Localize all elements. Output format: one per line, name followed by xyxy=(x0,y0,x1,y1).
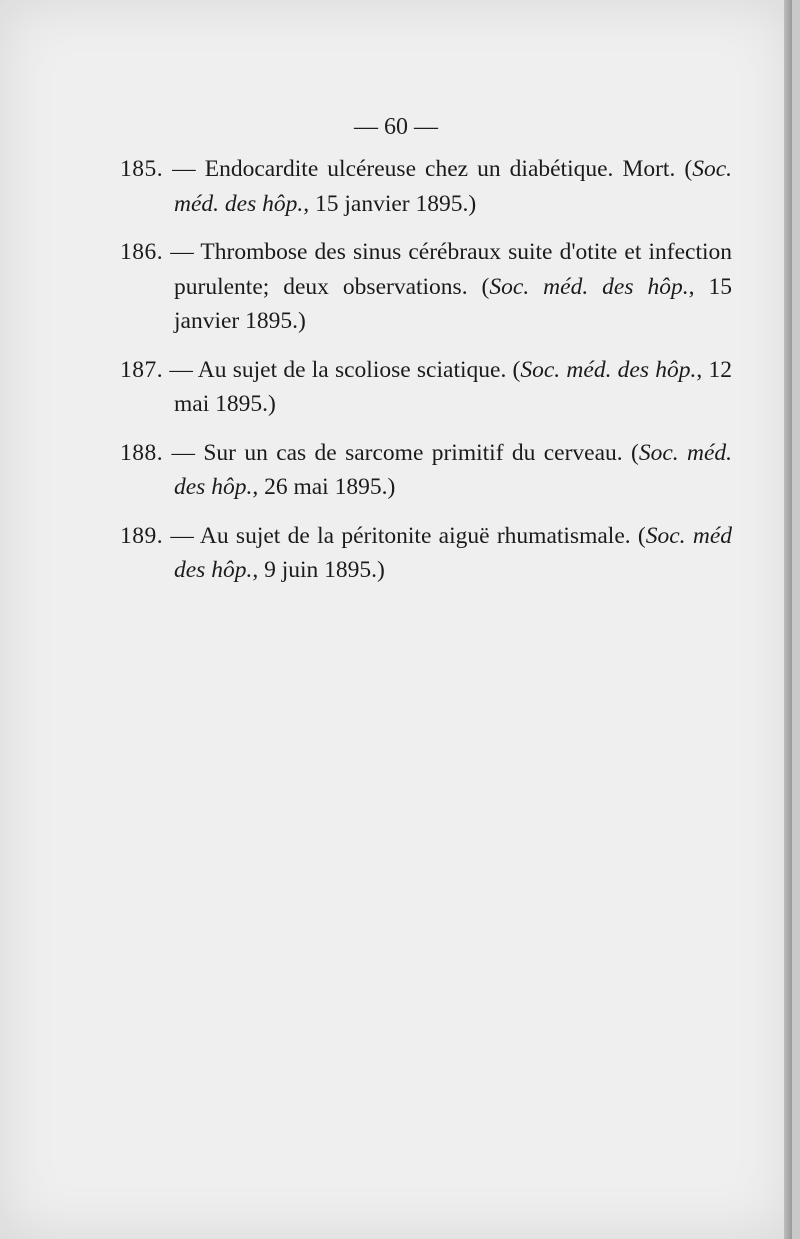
entry-date: , 15 janvier 1895.) xyxy=(174,273,732,334)
bibliography-entry xyxy=(120,353,732,422)
page-number: — 60 — xyxy=(354,114,438,140)
entry-title: Au sujet de la péritonite aiguë rhumatismale. ( xyxy=(199,522,646,549)
bibliography-entry xyxy=(120,436,732,505)
bibliography-entry xyxy=(120,519,732,588)
entry-number: 185. xyxy=(120,156,164,182)
entry-date: , 9 juin 1895.) xyxy=(252,557,385,583)
entry-title: Sur un cas de sarcome primitif du cerveau. ( xyxy=(203,439,639,466)
entry-number: 186. xyxy=(120,239,164,265)
entry-dash: — xyxy=(170,522,194,549)
entry-date: , 26 mai 1895.) xyxy=(252,474,396,500)
entry-source: Soc. méd. des hôp. xyxy=(520,356,697,383)
entry-number: 187. xyxy=(120,356,164,383)
bibliography-entry xyxy=(120,235,732,339)
entry-title: Thrombose des sinus cérébraux suite d'otite et infection purulente; deux observations. ( xyxy=(174,239,732,300)
entry-date: , 15 janvier 1895.) xyxy=(303,190,477,217)
entry-number: 189. xyxy=(120,522,164,549)
entry-number: 188. xyxy=(120,439,164,466)
entry-source: Soc. méd. des hôp. xyxy=(174,156,733,217)
entry-source: Soc. méd. des hôp. xyxy=(174,439,733,500)
bibliography-list xyxy=(120,152,732,602)
entry-title: Au sujet de la scoliose sciatique. ( xyxy=(197,356,521,383)
entry-date: , 12 mai 1895.) xyxy=(174,356,732,417)
bibliography-entry xyxy=(120,152,732,221)
entry-source: Soc. méd des hôp. xyxy=(174,522,732,583)
entry-dash: — xyxy=(172,156,196,182)
entry-title: Endocardite ulcéreuse chez un diabétique. Mort. ( xyxy=(204,156,693,182)
entry-source: Soc. méd. des hôp. xyxy=(489,273,689,300)
entry-dash: — xyxy=(171,439,195,466)
page-edge xyxy=(784,0,792,1239)
entry-dash: — xyxy=(170,239,194,265)
entry-dash: — xyxy=(169,356,193,383)
